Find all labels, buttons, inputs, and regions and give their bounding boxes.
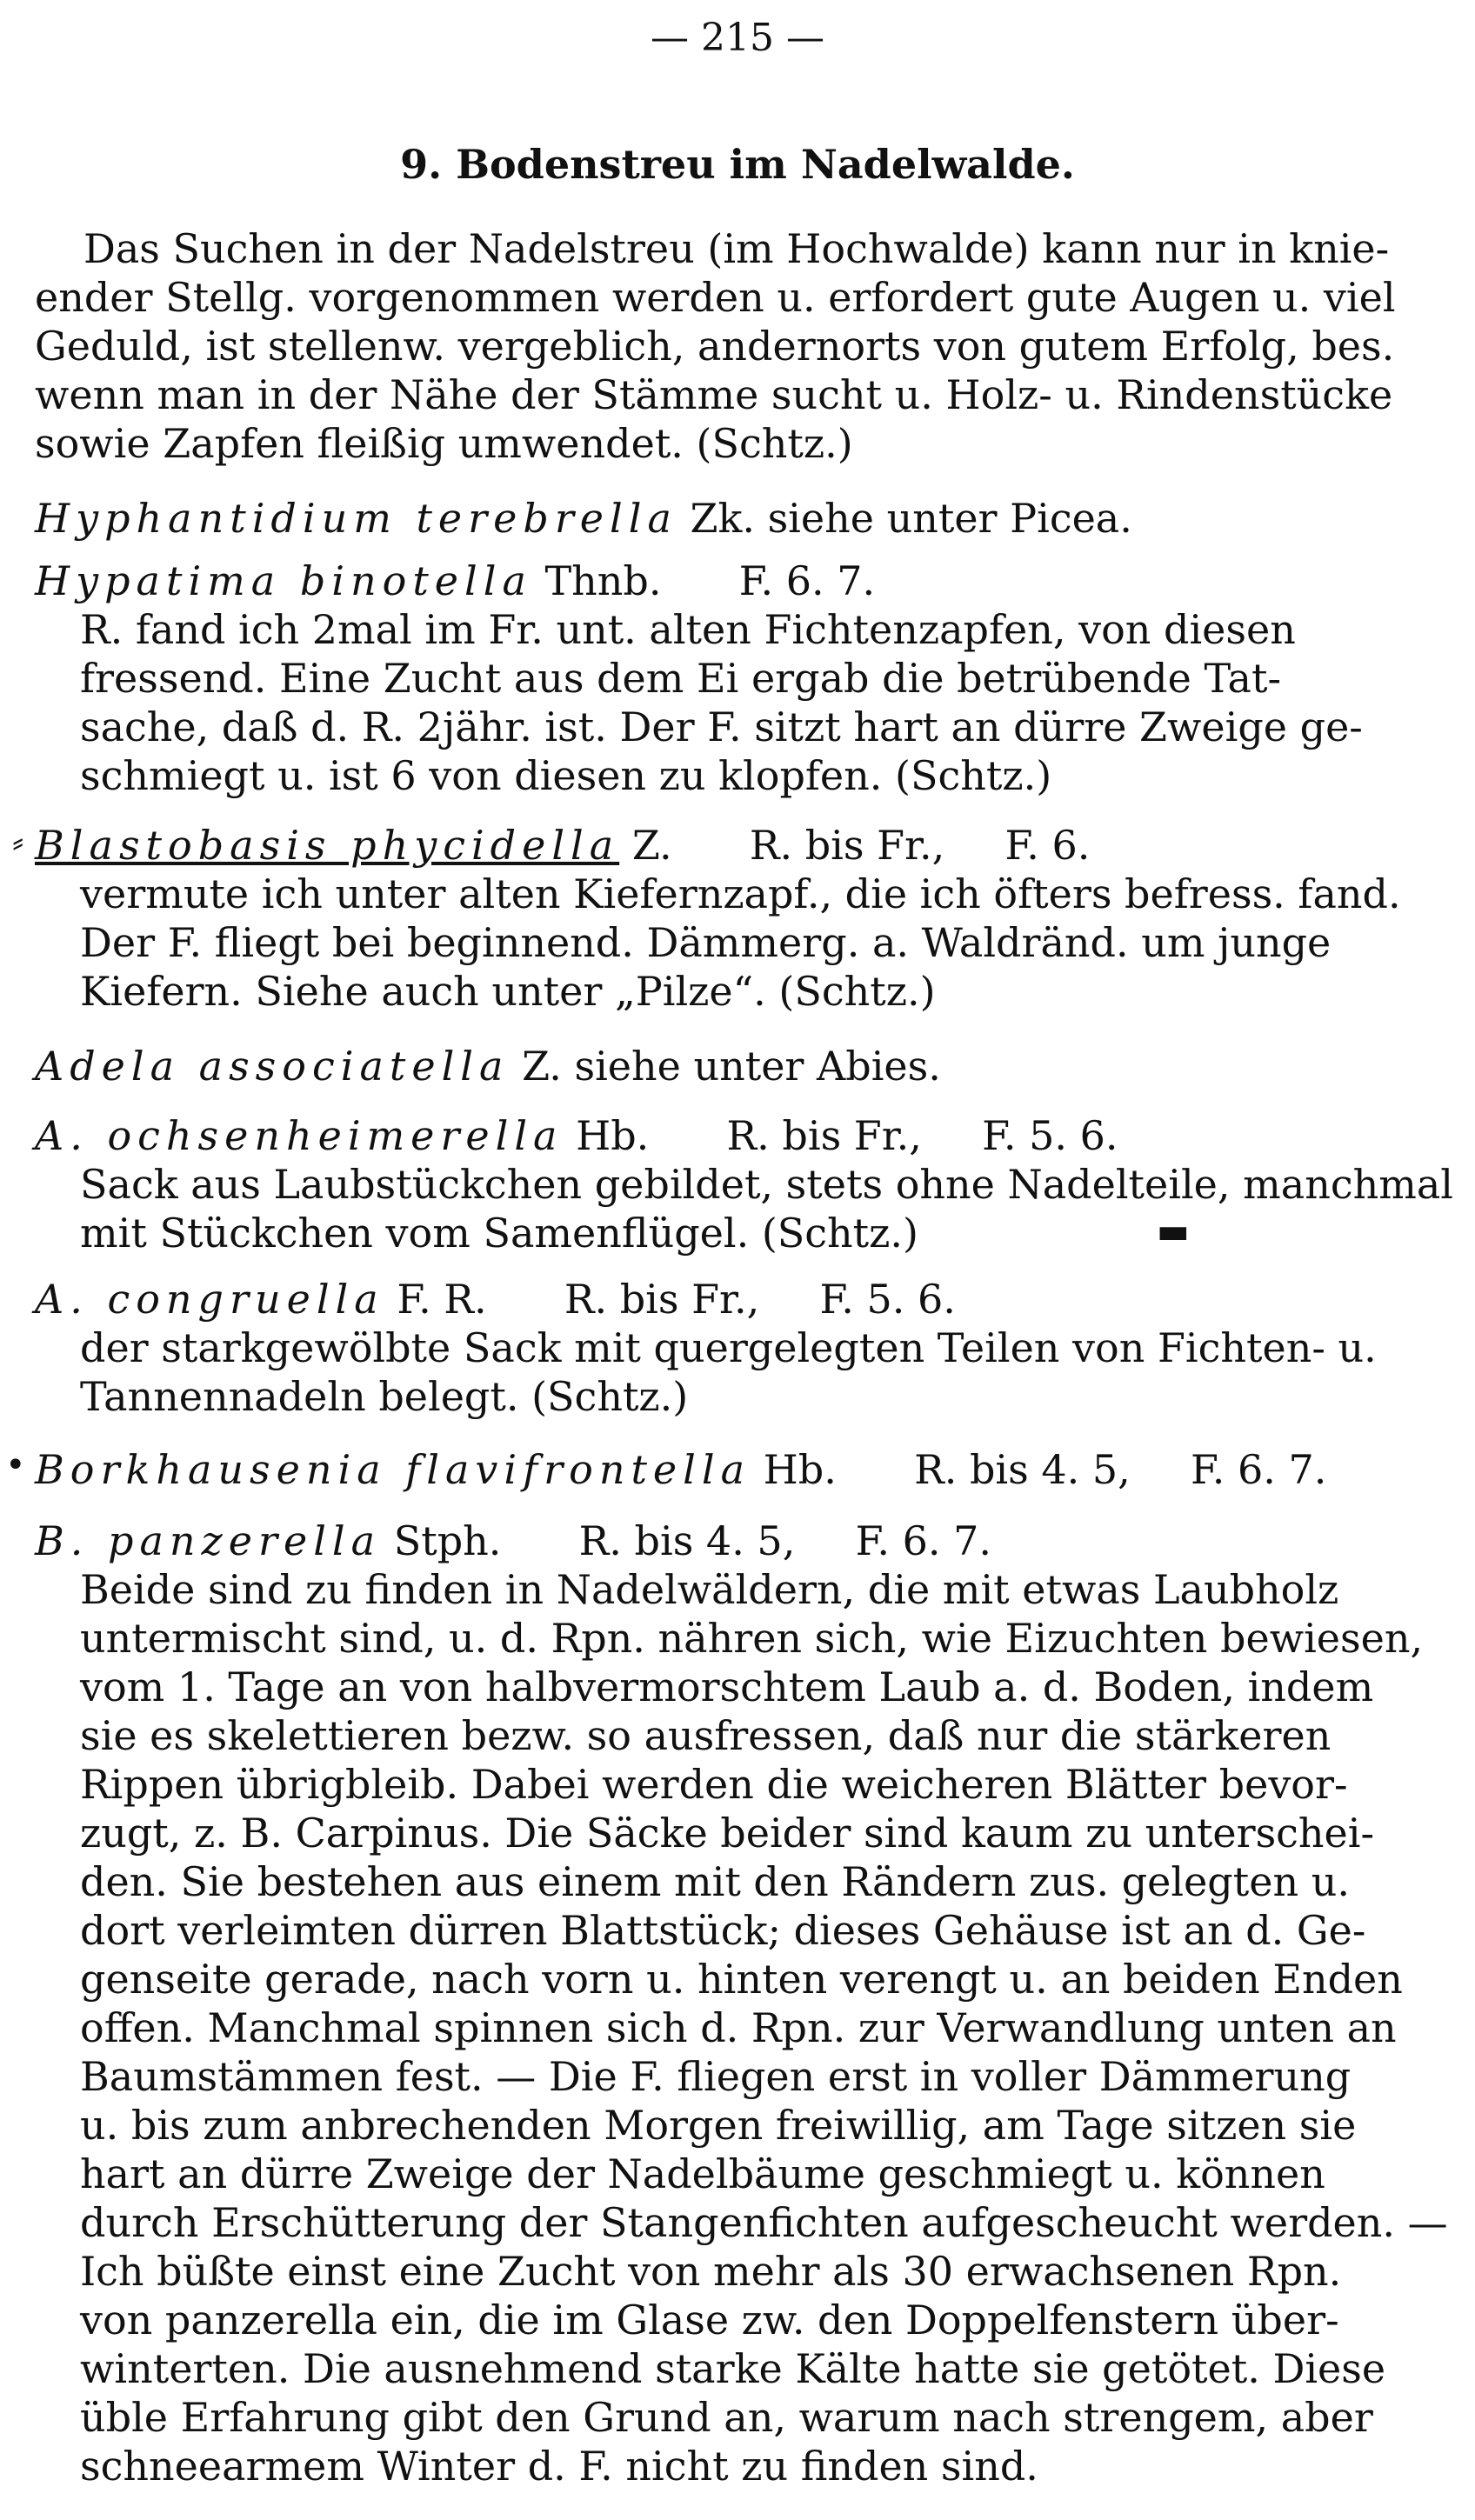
larva-period: R. bis Fr., — [564, 1276, 760, 1323]
entry-text-line: mit Stückchen vom Samenflügel. (Schtz.) — [80, 1210, 918, 1257]
entry-text-line: durch Erschütterung der Stangenfichten aufgescheucht werden. — — [80, 2199, 1448, 2246]
species-entry-heading — [35, 557, 875, 605]
flight-period: F. 6. 7. — [738, 557, 876, 604]
entry-text-line: Ich büßte einst eine Zucht von mehr als 30 erwachsenen Rpn. — [80, 2248, 1342, 2295]
species-author: Thnb. — [544, 557, 662, 604]
entry-text-line: den. Sie bestehen aus einem mit den Rändern zus. gelegten u. — [80, 1858, 1350, 1905]
entry-text-line: zugt, z. B. Carpinus. Die Säcke beider sind kaum zu unterschei- — [80, 1810, 1375, 1857]
entry-text-line: üble Erfahrung gibt den Grund an, warum nach strengem, aber — [80, 2394, 1373, 2441]
larva-period: R. bis Fr., — [726, 1112, 922, 1159]
species-entry-heading — [35, 1517, 991, 1565]
entry-text-line: sie es skelettieren bezw. so ausfressen, daß nur die stärkeren — [80, 1712, 1332, 1759]
entry-text-line: hart an dürre Zweige der Nadelbäume geschmiegt u. können — [80, 2150, 1325, 2197]
entry-text-line: Der F. fliegt bei beginnend. Dämmerg. a. Waldränd. um junge — [80, 919, 1332, 966]
entry-text-line: Rippen übrigbleib. Dabei werden die weicheren Blätter bevor- — [80, 1761, 1348, 1808]
entry-text-line: vom 1. Tage an von halbvermorschtem Laub a. d. Boden, indem — [80, 1663, 1374, 1710]
margin-mark: ⸗ — [12, 822, 24, 862]
species-author: Stph. — [393, 1517, 502, 1564]
entry-text-line: R. fand ich 2mal im Fr. unt. alten Fichtenzapfen, von diesen — [80, 606, 1296, 653]
flight-period: F. 6. 7. — [855, 1517, 991, 1564]
species-author: Z. — [631, 822, 672, 869]
species-author: Hb. — [763, 1446, 837, 1493]
species-name: Hypatima binotella — [35, 557, 532, 604]
species-author: F. R. — [397, 1276, 487, 1323]
species-author: Zk. siehe unter Picea. — [690, 495, 1132, 542]
entry-text-line: schmiegt u. ist 6 von diesen zu klopfen. (Schtz.) — [80, 752, 1052, 799]
intro-line: Geduld, ist stellenw. vergeblich, andernorts von gutem Erfolg, bes. — [35, 323, 1395, 370]
margin-mark: • — [5, 1445, 26, 1485]
intro-line: sowie Zapfen fleißig umwendet. (Schtz.) — [35, 420, 853, 467]
species-author: Z. siehe unter Abies. — [522, 1043, 941, 1090]
section-title: 9. Bodenstreu im Nadelwalde. — [400, 141, 1075, 188]
entry-text-line: Kiefern. Siehe auch unter „Pilze“. (Schtz.) — [80, 968, 936, 1015]
larva-period: R. bis Fr., — [749, 822, 945, 869]
entry-text-line: winterten. Die ausnehmend starke Kälte hatte sie getötet. Diese — [80, 2345, 1386, 2392]
larva-period: R. bis 4. 5, — [578, 1517, 796, 1564]
flight-period: F. 5. 6. — [819, 1276, 956, 1323]
entry-text-line: Beide sind zu finden in Nadelwäldern, die mit etwas Laubholz — [80, 1566, 1339, 1613]
entry-text-line: der starkgewölbte Sack mit quergelegten Teilen von Fichten- u. — [80, 1324, 1377, 1371]
entry-text-line: vermute ich unter alten Kiefernzapf., die ich öfters befress. fand. — [80, 870, 1401, 917]
entry-text-line: sache, daß d. R. 2jähr. ist. Der F. sitzt hart an dürre Zweige ge- — [80, 703, 1363, 750]
entry-text-line: Tannennadeln belegt. (Schtz.) — [80, 1373, 689, 1420]
entry-text-line: Baumstämmen fest. — Die F. fliegen erst in voller Dämmerung — [80, 2053, 1352, 2100]
species-name: Hyphantidium terebrella — [35, 495, 677, 542]
flight-period: F. 6. — [1004, 822, 1091, 869]
species-entry-heading — [35, 1042, 941, 1090]
entry-text-line: untermischt sind, u. d. Rpn. nähren sich, wie Eizuchten bewiesen, — [80, 1615, 1424, 1662]
entry-text-line: fressend. Eine Zucht aus dem Ei ergab die betrübende Tat- — [80, 655, 1282, 702]
species-name: A. congruella — [35, 1276, 384, 1323]
intro-line: wenn man in der Nähe der Stämme sucht u. Holz- u. Rindenstücke — [35, 371, 1393, 418]
entry-text-line: dort verleimten dürren Blattstück; dieses Gehäuse ist an d. Ge- — [80, 1907, 1366, 1954]
species-name: Blastobasis phycidella — [35, 822, 620, 869]
margin-mark: ▬ — [1157, 1210, 1190, 1251]
page-number: — 215 — — [651, 16, 824, 60]
intro-line: Das Suchen in der Nadelstreu (im Hochwalde) kann nur in knie- — [83, 225, 1390, 272]
larva-period: R. bis 4. 5, — [914, 1446, 1131, 1493]
entry-text-line: genseite gerade, nach vorn u. hinten verengt u. an beiden Enden — [80, 1956, 1403, 2003]
entry-text-line: u. bis zum anbrechenden Morgen freiwillig, am Tage sitzen sie — [80, 2102, 1357, 2149]
flight-period: F. 5. 6. — [982, 1112, 1118, 1159]
species-entry-heading — [35, 494, 1132, 543]
species-name: Borkhausenia flavifrontella — [35, 1446, 751, 1493]
entry-text-line: von panzerella ein, die im Glase zw. den Doppelfenstern über- — [80, 2297, 1339, 2343]
intro-line: ender Stellg. vorgenommen werden u. erfordert gute Augen u. viel — [35, 274, 1396, 321]
species-entry-heading — [35, 821, 1090, 870]
entry-text-line: Sack aus Laubstückchen gebildet, stets ohne Nadelteile, manchmal — [80, 1161, 1453, 1208]
entry-text-line: schneearmem Winter d. F. nicht zu finden sind. — [80, 2443, 1038, 2490]
species-name: A. ochsenheimerella — [35, 1112, 564, 1159]
species-entry-heading — [35, 1445, 1326, 1494]
species-entry-heading — [35, 1275, 956, 1323]
species-name: B. panzerella — [35, 1517, 382, 1564]
species-entry-heading — [35, 1111, 1118, 1160]
entry-text-line: offen. Manchmal spinnen sich d. Rpn. zur Verwandlung unten an — [80, 2004, 1397, 2051]
species-author: Hb. — [576, 1112, 650, 1159]
species-name: Adela associatella — [35, 1043, 510, 1090]
flight-period: F. 6. 7. — [1191, 1446, 1327, 1493]
